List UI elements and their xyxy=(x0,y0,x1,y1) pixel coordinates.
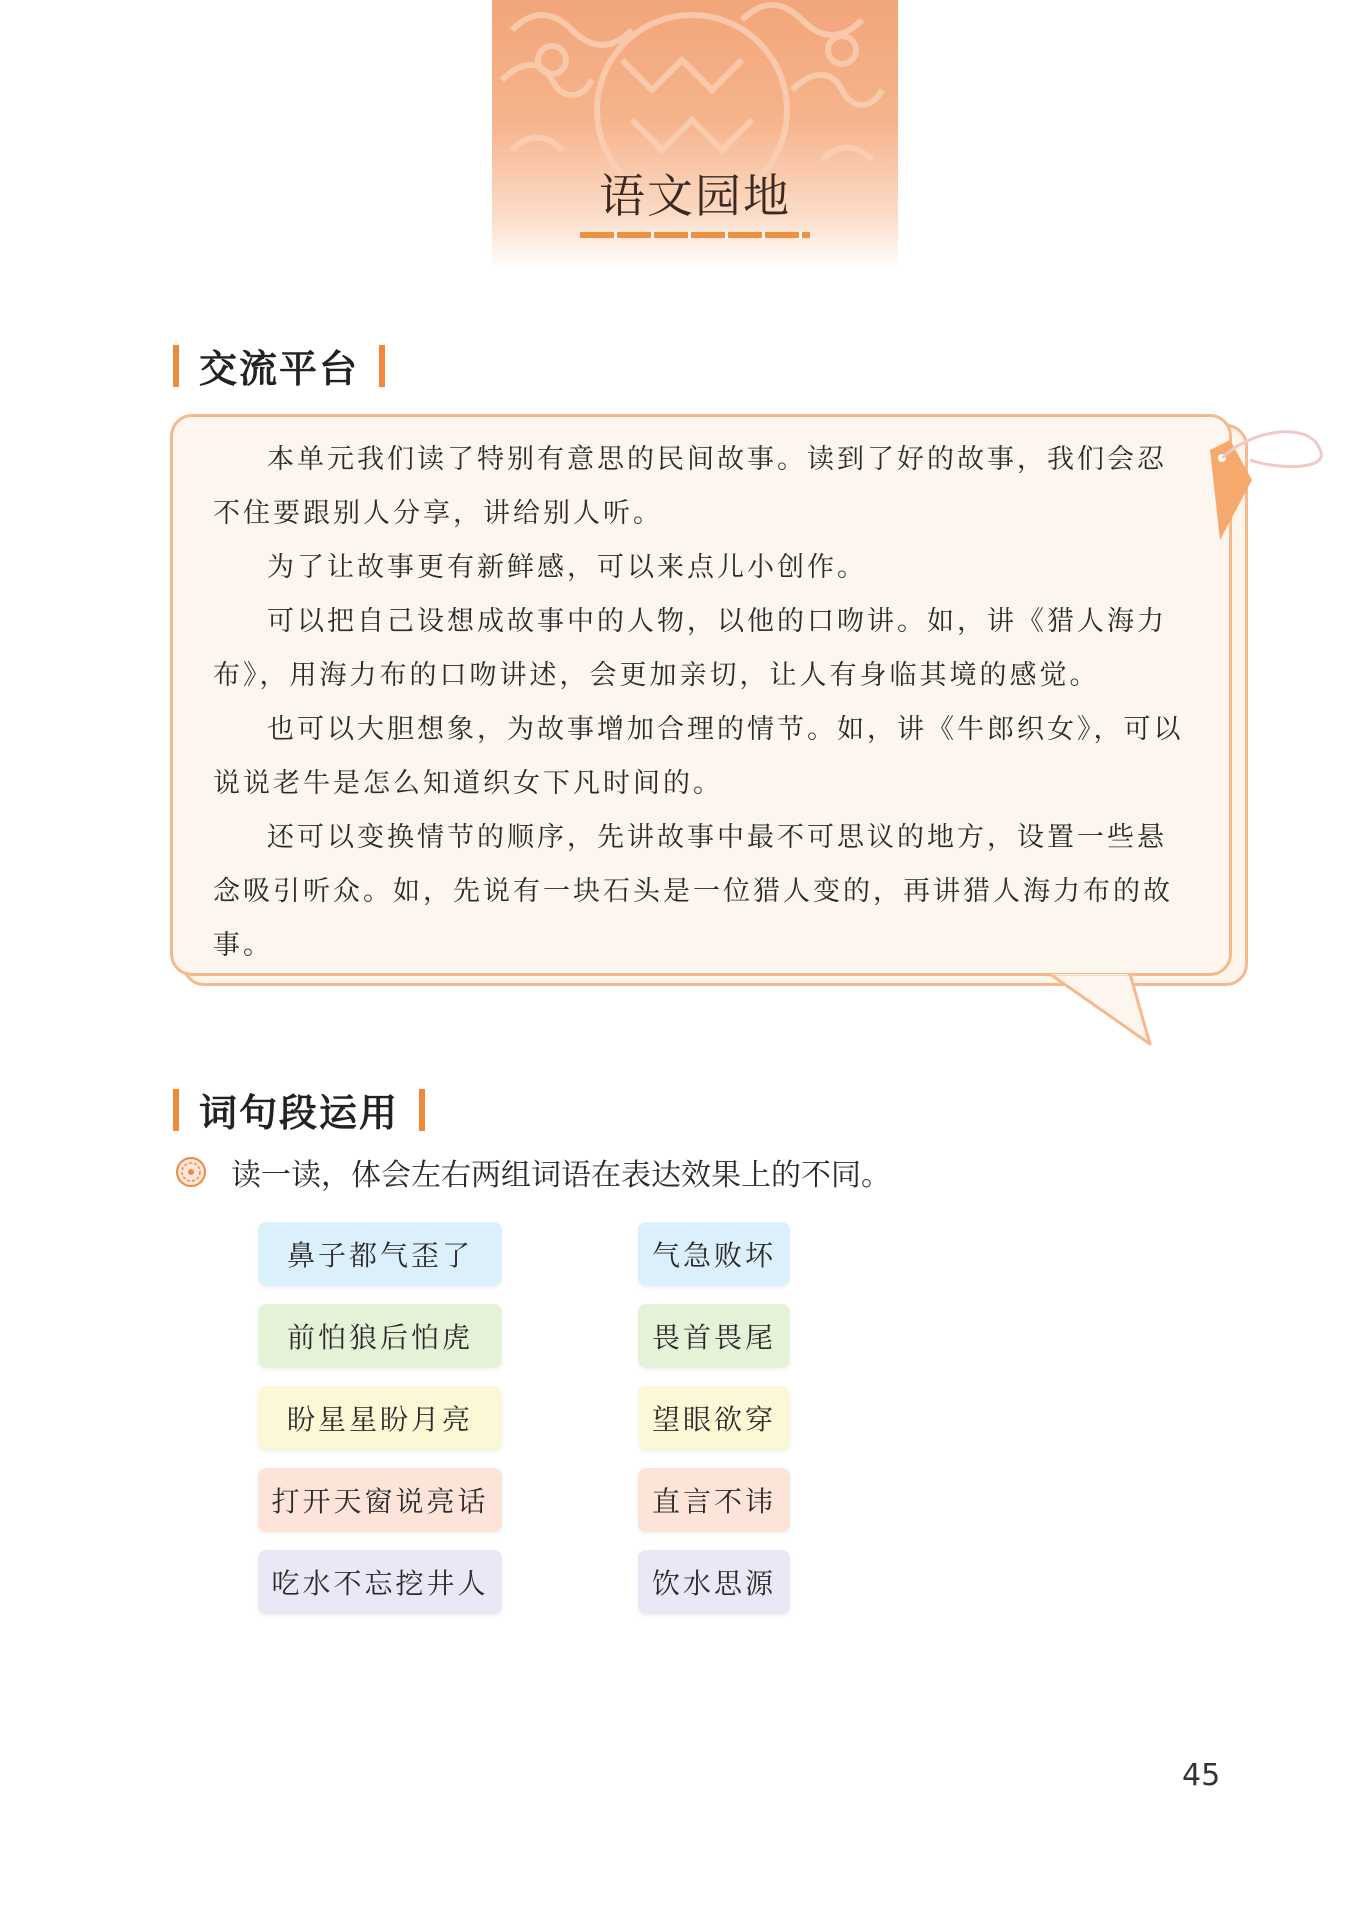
seal-icon xyxy=(175,1156,207,1188)
word-box-right: 畏首畏尾 xyxy=(638,1304,790,1368)
paragraph: 为了让故事更有新鲜感，可以来点儿小创作。 xyxy=(267,552,867,583)
word-box-right: 直言不讳 xyxy=(638,1468,790,1532)
banner-underline xyxy=(580,232,810,238)
heading-bar-right xyxy=(419,1089,425,1131)
heading-text: 词句段运用 xyxy=(199,1091,400,1135)
speech-bubble xyxy=(170,414,1270,1044)
bubble-body xyxy=(170,414,1232,976)
bubble-tail xyxy=(1050,974,1160,1054)
heading-bar-left xyxy=(173,345,179,387)
heading-bar-left xyxy=(173,1089,179,1131)
paragraph: 还可以变换情节的顺序，先讲故事中最不可思议的地方，设置一些悬念吸引听众。如，先说有一块石头是一位猎人变的，再讲猎人海力布的故事。 xyxy=(213,822,1173,961)
exercise-instruction xyxy=(175,1150,891,1194)
heading-bar-right xyxy=(379,345,385,387)
section-heading-word-usage xyxy=(173,1082,425,1137)
paragraph: 可以把自己设想成故事中的人物，以他的口吻讲。如，讲《猎人海力布》，用海力布的口吻讲述，会更加亲切，让人有身临其境的感觉。 xyxy=(213,606,1167,691)
instruction-text: 读一读，体会左右两组词语在表达效果上的不同。 xyxy=(231,1158,891,1193)
page-number: 45 xyxy=(1182,1758,1221,1793)
section-heading-exchange xyxy=(173,338,385,393)
banner-title: 语文园地 xyxy=(599,169,791,223)
word-box-right: 饮水思源 xyxy=(638,1550,790,1614)
word-box-left: 鼻子都气歪了 xyxy=(258,1222,502,1286)
word-box-left: 盼星星盼月亮 xyxy=(258,1386,502,1450)
tag-icon xyxy=(1190,430,1340,550)
heading-text: 交流平台 xyxy=(199,347,360,391)
decorative-pattern xyxy=(492,0,898,270)
word-box-right: 气急败坏 xyxy=(638,1222,790,1286)
paragraph: 本单元我们读了特别有意思的民间故事。读到了好的故事，我们会忍不住要跟别人分享，讲给别人听。 xyxy=(213,444,1167,529)
word-box-right: 望眼欲穿 xyxy=(638,1386,790,1450)
word-box-left: 吃水不忘挖井人 xyxy=(258,1550,502,1614)
title-banner xyxy=(492,0,898,270)
word-box-left: 前怕狼后怕虎 xyxy=(258,1304,502,1368)
word-box-left: 打开天窗说亮话 xyxy=(258,1468,502,1532)
paragraph: 也可以大胆想象，为故事增加合理的情节。如，讲《牛郎织女》，可以说说老牛是怎么知道织女下凡时间的。 xyxy=(213,714,1184,799)
bubble-text xyxy=(213,433,1193,973)
